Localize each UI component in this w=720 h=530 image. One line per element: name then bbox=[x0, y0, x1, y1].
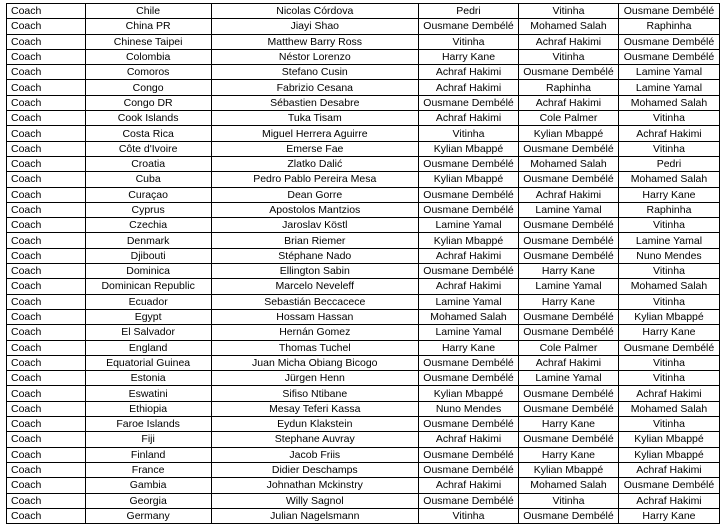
first-choice-cell: Nuno Mendes bbox=[419, 401, 519, 416]
third-choice-cell: Achraf Hakimi bbox=[618, 386, 719, 401]
first-choice-cell: Ousmane Dembélé bbox=[419, 447, 519, 462]
table-row bbox=[7, 264, 720, 279]
third-choice-cell: Raphinha bbox=[618, 202, 719, 217]
second-choice-cell: Lamine Yamal bbox=[519, 279, 619, 294]
second-choice-cell: Lamine Yamal bbox=[519, 202, 619, 217]
role-cell: Coach bbox=[7, 95, 86, 110]
role-cell: Coach bbox=[7, 279, 86, 294]
role-cell: Coach bbox=[7, 264, 86, 279]
first-choice-cell: Achraf Hakimi bbox=[419, 248, 519, 263]
table-row bbox=[7, 65, 720, 80]
role-cell: Coach bbox=[7, 309, 86, 324]
voter-cell: Ellington Sabin bbox=[211, 264, 418, 279]
table-row bbox=[7, 508, 720, 523]
country-cell: Gambia bbox=[85, 478, 211, 493]
first-choice-cell: Ousmane Dembélé bbox=[419, 371, 519, 386]
country-cell: Dominican Republic bbox=[85, 279, 211, 294]
third-choice-cell: Ousmane Dembélé bbox=[618, 49, 719, 64]
third-choice-cell: Vitinha bbox=[618, 264, 719, 279]
third-choice-cell: Raphinha bbox=[618, 19, 719, 34]
second-choice-cell: Achraf Hakimi bbox=[519, 187, 619, 202]
third-choice-cell: Achraf Hakimi bbox=[618, 462, 719, 477]
voter-cell: Sifiso Ntibane bbox=[211, 386, 418, 401]
first-choice-cell: Vitinha bbox=[419, 508, 519, 523]
voter-cell: Matthew Barry Ross bbox=[211, 34, 418, 49]
table-row bbox=[7, 478, 720, 493]
country-cell: Eswatini bbox=[85, 386, 211, 401]
role-cell: Coach bbox=[7, 401, 86, 416]
role-cell: Coach bbox=[7, 126, 86, 141]
table-row bbox=[7, 325, 720, 340]
role-cell: Coach bbox=[7, 478, 86, 493]
third-choice-cell: Harry Kane bbox=[618, 325, 719, 340]
voter-cell: Jürgen Henn bbox=[211, 371, 418, 386]
third-choice-cell: Achraf Hakimi bbox=[618, 493, 719, 508]
first-choice-cell: Kylian Mbappé bbox=[419, 172, 519, 187]
voter-cell: Stefano Cusin bbox=[211, 65, 418, 80]
second-choice-cell: Ousmane Dembélé bbox=[519, 325, 619, 340]
voter-cell: Stephane Auvray bbox=[211, 432, 418, 447]
voter-cell: Fabrizio Cesana bbox=[211, 80, 418, 95]
voter-cell: Eydun Klakstein bbox=[211, 417, 418, 432]
third-choice-cell: Mohamed Salah bbox=[618, 172, 719, 187]
table-row bbox=[7, 279, 720, 294]
country-cell: Cook Islands bbox=[85, 111, 211, 126]
first-choice-cell: Ousmane Dembélé bbox=[419, 355, 519, 370]
third-choice-cell: Achraf Hakimi bbox=[618, 126, 719, 141]
second-choice-cell: Harry Kane bbox=[519, 264, 619, 279]
voter-cell: Jaroslav Köstl bbox=[211, 218, 418, 233]
second-choice-cell: Achraf Hakimi bbox=[519, 355, 619, 370]
voter-cell: Tuka Tisam bbox=[211, 111, 418, 126]
table-row bbox=[7, 340, 720, 355]
country-cell: Dominica bbox=[85, 264, 211, 279]
table-row bbox=[7, 141, 720, 156]
country-cell: Fiji bbox=[85, 432, 211, 447]
third-choice-cell: Lamine Yamal bbox=[618, 65, 719, 80]
second-choice-cell: Cole Palmer bbox=[519, 340, 619, 355]
first-choice-cell: Ousmane Dembélé bbox=[419, 202, 519, 217]
second-choice-cell: Harry Kane bbox=[519, 447, 619, 462]
voter-cell: Jiayi Shao bbox=[211, 19, 418, 34]
first-choice-cell: Achraf Hakimi bbox=[419, 279, 519, 294]
third-choice-cell: Harry Kane bbox=[618, 187, 719, 202]
table-row bbox=[7, 34, 720, 49]
table-row bbox=[7, 156, 720, 171]
third-choice-cell: Nuno Mendes bbox=[618, 248, 719, 263]
country-cell: Cyprus bbox=[85, 202, 211, 217]
second-choice-cell: Ousmane Dembélé bbox=[519, 248, 619, 263]
country-cell: Estonia bbox=[85, 371, 211, 386]
role-cell: Coach bbox=[7, 80, 86, 95]
first-choice-cell: Pedri bbox=[419, 4, 519, 19]
table-row bbox=[7, 309, 720, 324]
voter-cell: Johnathan Mckinstry bbox=[211, 478, 418, 493]
third-choice-cell: Mohamed Salah bbox=[618, 401, 719, 416]
country-cell: Colombia bbox=[85, 49, 211, 64]
voter-cell: Apostolos Mantzios bbox=[211, 202, 418, 217]
second-choice-cell: Harry Kane bbox=[519, 294, 619, 309]
third-choice-cell: Lamine Yamal bbox=[618, 80, 719, 95]
country-cell: Curaçao bbox=[85, 187, 211, 202]
first-choice-cell: Ousmane Dembélé bbox=[419, 95, 519, 110]
table-row bbox=[7, 172, 720, 187]
second-choice-cell: Ousmane Dembélé bbox=[519, 309, 619, 324]
third-choice-cell: Lamine Yamal bbox=[618, 233, 719, 248]
voter-cell: Emerse Fae bbox=[211, 141, 418, 156]
second-choice-cell: Ousmane Dembélé bbox=[519, 172, 619, 187]
second-choice-cell: Kylian Mbappé bbox=[519, 462, 619, 477]
country-cell: Finland bbox=[85, 447, 211, 462]
first-choice-cell: Mohamed Salah bbox=[419, 309, 519, 324]
table-row bbox=[7, 432, 720, 447]
role-cell: Coach bbox=[7, 386, 86, 401]
table-row bbox=[7, 218, 720, 233]
voter-cell: Mesay Teferi Kassa bbox=[211, 401, 418, 416]
third-choice-cell: Mohamed Salah bbox=[618, 279, 719, 294]
table-row bbox=[7, 4, 720, 19]
country-cell: England bbox=[85, 340, 211, 355]
role-cell: Coach bbox=[7, 432, 86, 447]
first-choice-cell: Vitinha bbox=[419, 126, 519, 141]
country-cell: Egypt bbox=[85, 309, 211, 324]
voter-cell: Pedro Pablo Pereira Mesa bbox=[211, 172, 418, 187]
role-cell: Coach bbox=[7, 294, 86, 309]
table-row bbox=[7, 294, 720, 309]
voter-cell: Zlatko Dalić bbox=[211, 156, 418, 171]
second-choice-cell: Ousmane Dembélé bbox=[519, 218, 619, 233]
table-row bbox=[7, 386, 720, 401]
table-row bbox=[7, 248, 720, 263]
first-choice-cell: Achraf Hakimi bbox=[419, 111, 519, 126]
table-row bbox=[7, 462, 720, 477]
table-row bbox=[7, 417, 720, 432]
third-choice-cell: Vitinha bbox=[618, 141, 719, 156]
second-choice-cell: Ousmane Dembélé bbox=[519, 401, 619, 416]
second-choice-cell: Ousmane Dembélé bbox=[519, 65, 619, 80]
role-cell: Coach bbox=[7, 417, 86, 432]
role-cell: Coach bbox=[7, 34, 86, 49]
first-choice-cell: Harry Kane bbox=[419, 49, 519, 64]
country-cell: Djibouti bbox=[85, 248, 211, 263]
second-choice-cell: Ousmane Dembélé bbox=[519, 141, 619, 156]
country-cell: Georgia bbox=[85, 493, 211, 508]
first-choice-cell: Kylian Mbappé bbox=[419, 386, 519, 401]
voter-cell: Dean Gorre bbox=[211, 187, 418, 202]
third-choice-cell: Ousmane Dembélé bbox=[618, 4, 719, 19]
voter-cell: Julian Nagelsmann bbox=[211, 508, 418, 523]
role-cell: Coach bbox=[7, 248, 86, 263]
third-choice-cell: Vitinha bbox=[618, 355, 719, 370]
table-row bbox=[7, 233, 720, 248]
table-row bbox=[7, 493, 720, 508]
role-cell: Coach bbox=[7, 493, 86, 508]
first-choice-cell: Ousmane Dembélé bbox=[419, 417, 519, 432]
third-choice-cell: Vitinha bbox=[618, 294, 719, 309]
table-row bbox=[7, 19, 720, 34]
role-cell: Coach bbox=[7, 49, 86, 64]
voter-cell: Miguel Herrera Aguirre bbox=[211, 126, 418, 141]
country-cell: Congo bbox=[85, 80, 211, 95]
role-cell: Coach bbox=[7, 325, 86, 340]
country-cell: Faroe Islands bbox=[85, 417, 211, 432]
role-cell: Coach bbox=[7, 447, 86, 462]
table-row bbox=[7, 49, 720, 64]
table-row bbox=[7, 355, 720, 370]
first-choice-cell: Achraf Hakimi bbox=[419, 65, 519, 80]
role-cell: Coach bbox=[7, 4, 86, 19]
country-cell: Croatia bbox=[85, 156, 211, 171]
country-cell: Cuba bbox=[85, 172, 211, 187]
role-cell: Coach bbox=[7, 187, 86, 202]
second-choice-cell: Mohamed Salah bbox=[519, 156, 619, 171]
second-choice-cell: Achraf Hakimi bbox=[519, 95, 619, 110]
first-choice-cell: Ousmane Dembélé bbox=[419, 264, 519, 279]
role-cell: Coach bbox=[7, 233, 86, 248]
country-cell: Congo DR bbox=[85, 95, 211, 110]
country-cell: Costa Rica bbox=[85, 126, 211, 141]
voter-cell: Thomas Tuchel bbox=[211, 340, 418, 355]
country-cell: Germany bbox=[85, 508, 211, 523]
role-cell: Coach bbox=[7, 202, 86, 217]
role-cell: Coach bbox=[7, 111, 86, 126]
third-choice-cell: Kylian Mbappé bbox=[618, 447, 719, 462]
role-cell: Coach bbox=[7, 340, 86, 355]
role-cell: Coach bbox=[7, 218, 86, 233]
first-choice-cell: Achraf Hakimi bbox=[419, 432, 519, 447]
role-cell: Coach bbox=[7, 355, 86, 370]
third-choice-cell: Vitinha bbox=[618, 371, 719, 386]
country-cell: Chinese Taipei bbox=[85, 34, 211, 49]
table-row bbox=[7, 126, 720, 141]
table-row bbox=[7, 187, 720, 202]
table-row bbox=[7, 95, 720, 110]
third-choice-cell: Mohamed Salah bbox=[618, 95, 719, 110]
country-cell: Czechia bbox=[85, 218, 211, 233]
country-cell: Chile bbox=[85, 4, 211, 19]
first-choice-cell: Achraf Hakimi bbox=[419, 478, 519, 493]
second-choice-cell: Harry Kane bbox=[519, 417, 619, 432]
first-choice-cell: Ousmane Dembélé bbox=[419, 19, 519, 34]
country-cell: China PR bbox=[85, 19, 211, 34]
country-cell: Equatorial Guinea bbox=[85, 355, 211, 370]
voter-cell: Juan Micha Obiang Bicogo bbox=[211, 355, 418, 370]
role-cell: Coach bbox=[7, 462, 86, 477]
second-choice-cell: Vitinha bbox=[519, 4, 619, 19]
first-choice-cell: Lamine Yamal bbox=[419, 294, 519, 309]
third-choice-cell: Kylian Mbappé bbox=[618, 309, 719, 324]
voter-cell: Sebastián Beccacece bbox=[211, 294, 418, 309]
second-choice-cell: Raphinha bbox=[519, 80, 619, 95]
first-choice-cell: Lamine Yamal bbox=[419, 218, 519, 233]
role-cell: Coach bbox=[7, 65, 86, 80]
second-choice-cell: Ousmane Dembélé bbox=[519, 432, 619, 447]
voter-cell: Nicolas Córdova bbox=[211, 4, 418, 19]
first-choice-cell: Achraf Hakimi bbox=[419, 80, 519, 95]
votes-table-body bbox=[7, 4, 720, 524]
table-row bbox=[7, 401, 720, 416]
voter-cell: Willy Sagnol bbox=[211, 493, 418, 508]
second-choice-cell: Ousmane Dembélé bbox=[519, 386, 619, 401]
first-choice-cell: Harry Kane bbox=[419, 340, 519, 355]
second-choice-cell: Cole Palmer bbox=[519, 111, 619, 126]
second-choice-cell: Vitinha bbox=[519, 493, 619, 508]
first-choice-cell: Ousmane Dembélé bbox=[419, 187, 519, 202]
country-cell: Comoros bbox=[85, 65, 211, 80]
country-cell: El Salvador bbox=[85, 325, 211, 340]
third-choice-cell: Ousmane Dembélé bbox=[618, 340, 719, 355]
country-cell: Côte d'Ivoire bbox=[85, 141, 211, 156]
role-cell: Coach bbox=[7, 19, 86, 34]
table-row bbox=[7, 447, 720, 462]
third-choice-cell: Vitinha bbox=[618, 218, 719, 233]
voter-cell: Stéphane Nado bbox=[211, 248, 418, 263]
voter-cell: Sébastien Desabre bbox=[211, 95, 418, 110]
voter-cell: Marcelo Neveleff bbox=[211, 279, 418, 294]
third-choice-cell: Kylian Mbappé bbox=[618, 432, 719, 447]
first-choice-cell: Ousmane Dembélé bbox=[419, 493, 519, 508]
country-cell: Ecuador bbox=[85, 294, 211, 309]
first-choice-cell: Lamine Yamal bbox=[419, 325, 519, 340]
country-cell: Ethiopia bbox=[85, 401, 211, 416]
third-choice-cell: Vitinha bbox=[618, 111, 719, 126]
first-choice-cell: Ousmane Dembélé bbox=[419, 462, 519, 477]
country-cell: Denmark bbox=[85, 233, 211, 248]
voter-cell: Brian Riemer bbox=[211, 233, 418, 248]
third-choice-cell: Vitinha bbox=[618, 417, 719, 432]
third-choice-cell: Ousmane Dembélé bbox=[618, 34, 719, 49]
votes-table bbox=[6, 3, 720, 524]
second-choice-cell: Mohamed Salah bbox=[519, 478, 619, 493]
second-choice-cell: Ousmane Dembélé bbox=[519, 508, 619, 523]
second-choice-cell: Achraf Hakimi bbox=[519, 34, 619, 49]
document-page bbox=[6, 3, 720, 524]
first-choice-cell: Kylian Mbappé bbox=[419, 141, 519, 156]
third-choice-cell: Harry Kane bbox=[618, 508, 719, 523]
second-choice-cell: Mohamed Salah bbox=[519, 19, 619, 34]
country-cell: France bbox=[85, 462, 211, 477]
role-cell: Coach bbox=[7, 508, 86, 523]
third-choice-cell: Ousmane Dembélé bbox=[618, 478, 719, 493]
voter-cell: Jacob Friis bbox=[211, 447, 418, 462]
table-row bbox=[7, 202, 720, 217]
table-row bbox=[7, 111, 720, 126]
first-choice-cell: Vitinha bbox=[419, 34, 519, 49]
role-cell: Coach bbox=[7, 172, 86, 187]
voter-cell: Hernán Gomez bbox=[211, 325, 418, 340]
second-choice-cell: Kylian Mbappé bbox=[519, 126, 619, 141]
voter-cell: Hossam Hassan bbox=[211, 309, 418, 324]
role-cell: Coach bbox=[7, 156, 86, 171]
role-cell: Coach bbox=[7, 371, 86, 386]
table-row bbox=[7, 371, 720, 386]
role-cell: Coach bbox=[7, 141, 86, 156]
first-choice-cell: Ousmane Dembélé bbox=[419, 156, 519, 171]
second-choice-cell: Ousmane Dembélé bbox=[519, 233, 619, 248]
third-choice-cell: Pedri bbox=[618, 156, 719, 171]
second-choice-cell: Vitinha bbox=[519, 49, 619, 64]
voter-cell: Néstor Lorenzo bbox=[211, 49, 418, 64]
second-choice-cell: Lamine Yamal bbox=[519, 371, 619, 386]
voter-cell: Didier Deschamps bbox=[211, 462, 418, 477]
first-choice-cell: Kylian Mbappé bbox=[419, 233, 519, 248]
table-row bbox=[7, 80, 720, 95]
